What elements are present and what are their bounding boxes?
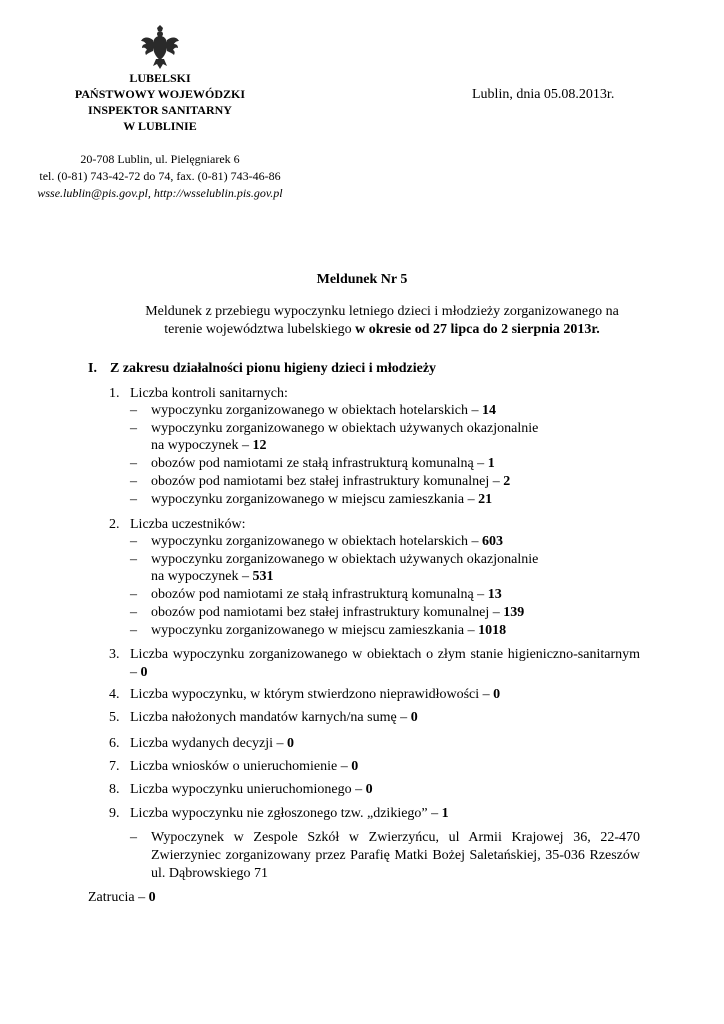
- item-4-text: Liczba wypoczynku, w którym stwierdzono nieprawidłowości – 0: [130, 687, 501, 702]
- item-6-text: Liczba wydanych decyzji – 0: [130, 736, 295, 751]
- item-7-text: Liczba wniosków o unieruchomienie – 0: [130, 759, 359, 774]
- dash-icon: –: [130, 474, 137, 489]
- item-2-number: 2.: [109, 517, 120, 532]
- item-8-number: 8.: [109, 782, 120, 797]
- dash-icon: –: [130, 492, 137, 507]
- list-item: wypoczynku zorganizowanego w obiektach używanych okazjonalnie: [151, 421, 539, 436]
- item-5-number: 5.: [109, 710, 120, 725]
- item-9-text: Liczba wypoczynku nie zgłoszonego tzw. „dzikiego” – 1: [130, 806, 449, 821]
- intro-line1: Meldunek z przebiegu wypoczynku letniego dzieci i młodzieży zorganizowanego na: [145, 304, 619, 319]
- dash-icon: –: [130, 456, 137, 471]
- page-title: Meldunek Nr 5: [316, 272, 408, 287]
- org-web: wsse.lublin@pis.gov.pl, http://wsselublin.pis.gov.pl: [37, 186, 283, 200]
- item-3-text: Liczba wypoczynku zorganizowanego w obiektach o złym stanie higieniczno-sanitarnym – 0: [130, 647, 640, 680]
- org-name-line4: W LUBLINIE: [123, 119, 197, 133]
- org-phone: tel. (0-81) 743-42-72 do 74, fax. (0-81) 743-46-86: [39, 169, 281, 183]
- section-title: Z zakresu działalności pionu higieny dzieci i młodzieży: [110, 361, 437, 376]
- item-4-number: 4.: [109, 687, 120, 702]
- dash-icon: –: [130, 552, 137, 567]
- list-item: obozów pod namiotami bez stałej infrastruktury komunalnej – 2: [151, 474, 511, 489]
- item-7-number: 7.: [109, 759, 120, 774]
- dash-icon: –: [130, 421, 137, 436]
- poisoning-line: Zatrucia – 0: [88, 890, 156, 905]
- list-item: obozów pod namiotami ze stałą infrastrukturą komunalną – 13: [151, 587, 502, 602]
- intro-paragraph: [90, 303, 674, 339]
- list-item: obozów pod namiotami ze stałą infrastrukturą komunalną – 1: [151, 456, 495, 471]
- list-item-continued: na wypoczynek – 12: [151, 438, 267, 453]
- list-item: wypoczynku zorganizowanego w obiektach hotelarskich – 603: [151, 534, 503, 549]
- polish-eagle-emblem-icon: [140, 24, 180, 70]
- list-item: wypoczynku zorganizowanego w miejscu zamieszkania – 1018: [151, 623, 507, 638]
- org-name-line1: LUBELSKI: [129, 71, 191, 85]
- list-item: wypoczynku zorganizowanego w miejscu zamieszkania – 21: [151, 492, 493, 507]
- item-5-text: Liczba nałożonych mandatów karnych/na sumę – 0: [130, 710, 418, 725]
- org-address: 20-708 Lublin, ul. Pielęgniarek 6: [80, 152, 240, 166]
- list-item-continued: na wypoczynek – 531: [151, 569, 274, 584]
- dash-icon: –: [130, 534, 137, 549]
- org-name-line2: PAŃSTWOWY WOJEWÓDZKI: [74, 87, 246, 101]
- item-1-number: 1.: [109, 386, 120, 401]
- item-9-number: 9.: [109, 806, 120, 821]
- document-date: Lublin, dnia 05.08.2013r.: [472, 87, 615, 102]
- item-2-label: Liczba uczestników:: [130, 517, 246, 532]
- dash-icon: –: [130, 830, 137, 845]
- item-6-number: 6.: [109, 736, 120, 751]
- item-9-detail: Wypoczynek w Zespole Szkół w Zwierzyńcu, ul Armii Krajowej 36, 22-470 Zwierzyniec zorganizowany przez Parafię Matki Bożej Saletańskiej, 35-036 Rzeszów ul. Dąbrowskiego 71: [151, 830, 640, 881]
- list-item: wypoczynku zorganizowanego w obiektach hotelarskich – 14: [151, 403, 496, 418]
- item-8-text: Liczba wypoczynku unieruchomionego – 0: [130, 782, 373, 797]
- intro-line2: terenie województwa lubelskiego w okresie od 27 lipca do 2 sierpnia 2013r.: [164, 322, 600, 337]
- list-item: obozów pod namiotami bez stałej infrastruktury komunalnej – 139: [151, 605, 525, 620]
- intro-period: w okresie od 27 lipca do 2 sierpnia 2013r.: [355, 322, 600, 337]
- item-1-label: Liczba kontroli sanitarnych:: [130, 386, 288, 401]
- dash-icon: –: [130, 605, 137, 620]
- section-heading: [88, 361, 436, 377]
- dash-icon: –: [130, 403, 137, 418]
- item-3-number: 3.: [109, 647, 120, 662]
- list-item: wypoczynku zorganizowanego w obiektach używanych okazjonalnie: [151, 552, 539, 567]
- dash-icon: –: [130, 623, 137, 638]
- dash-icon: –: [130, 587, 137, 602]
- section-number: I.: [88, 361, 97, 376]
- org-name-line3: INSPEKTOR SANITARNY: [88, 103, 232, 117]
